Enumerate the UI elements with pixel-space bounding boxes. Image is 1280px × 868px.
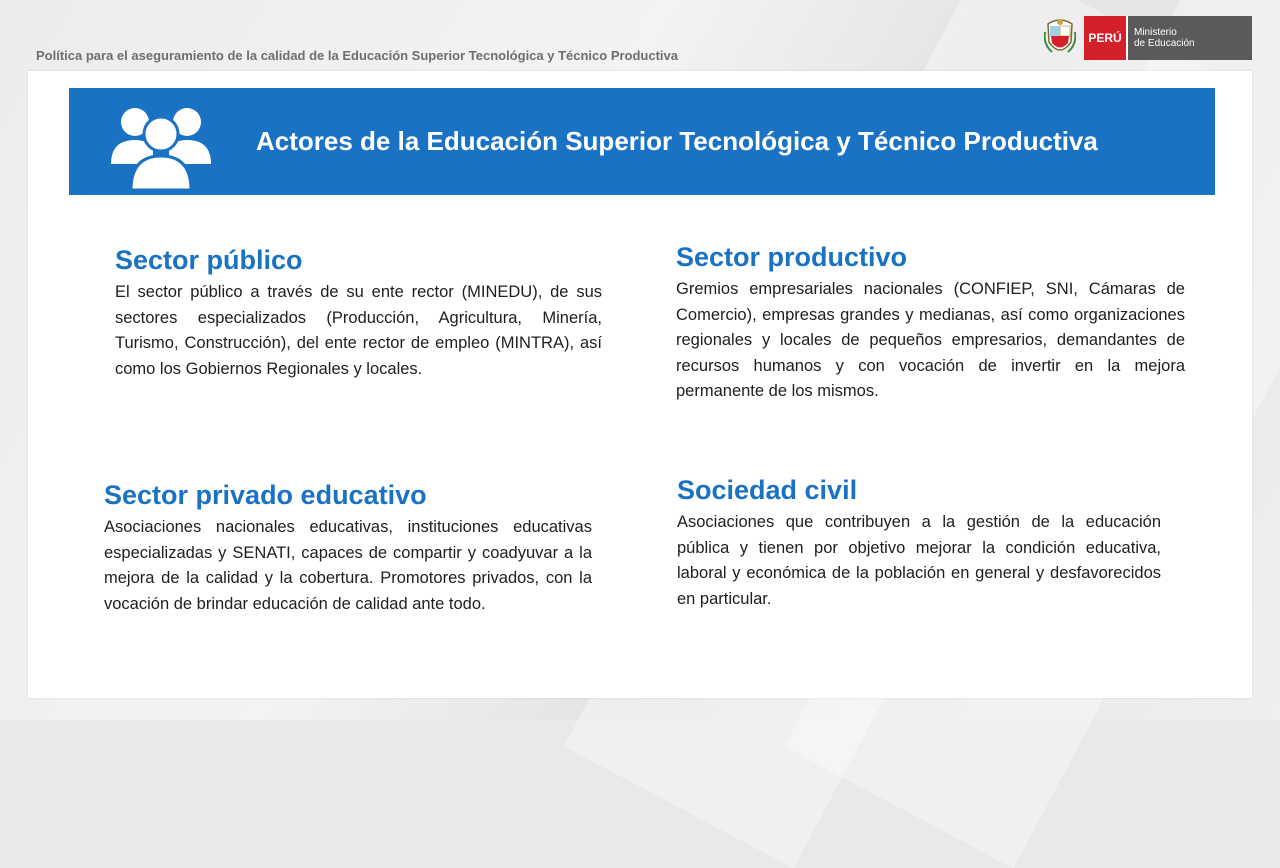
section-body: Asociaciones que contribuyen a la gestión de la educación pública y tienen por objetivo mejorar la condición educativa, laboral y económica de la población en general y desfavorecidos en particular. xyxy=(677,513,1161,608)
people-group-icon xyxy=(109,100,213,190)
section-title: Sector privado educativo xyxy=(104,480,427,510)
peru-label: PERÚ xyxy=(1084,16,1126,60)
ministry-logo xyxy=(1042,16,1252,60)
section-title: Sociedad civil xyxy=(677,475,858,505)
section-sector-productivo xyxy=(676,241,1185,405)
title-banner xyxy=(69,88,1215,195)
ministry-line-2: de Educación xyxy=(1134,38,1195,49)
section-body: Gremios empresariales nacionales (CONFIEP, SNI, Cámaras de Comercio), empresas grandes y medianas, así como organizaciones regionales y locales de pequeños empresarios, demandantes de recursos humanos y con vocación de invertir en la mejora permanente de los mismos. xyxy=(676,280,1185,400)
peru-coat-of-arms-icon xyxy=(1042,16,1078,60)
ministry-label xyxy=(1126,16,1252,60)
ministry-line-1: Ministerio xyxy=(1134,27,1177,38)
section-sector-privado-educativo xyxy=(104,479,592,617)
section-body: El sector público a través de su ente rector (MINEDU), de sus sectores especializados (Producción, Agricultura, Minería, Turismo, Construcción), del ente rector de empleo (MINTRA), así como los Gobiernos Regionales y locales. xyxy=(115,283,602,378)
section-title: Sector público xyxy=(115,245,303,275)
section-sociedad-civil xyxy=(677,474,1161,612)
section-body: Asociaciones nacionales educativas, instituciones educativas especializadas y SENATI, capaces de compartir y coadyuvar a la mejora de la calidad y la cobertura. Promotores privados, con la vocación de brindar educación de calidad ante todo. xyxy=(104,518,592,613)
banner-title: Actores de la Educación Superior Tecnológica y Técnico Productiva xyxy=(256,126,1098,156)
section-sector-publico xyxy=(115,244,602,382)
section-title: Sector productivo xyxy=(676,242,908,272)
presentation-title: Política para el aseguramiento de la calidad de la Educación Superior Tecnológica y Técnico Productiva xyxy=(36,48,679,63)
